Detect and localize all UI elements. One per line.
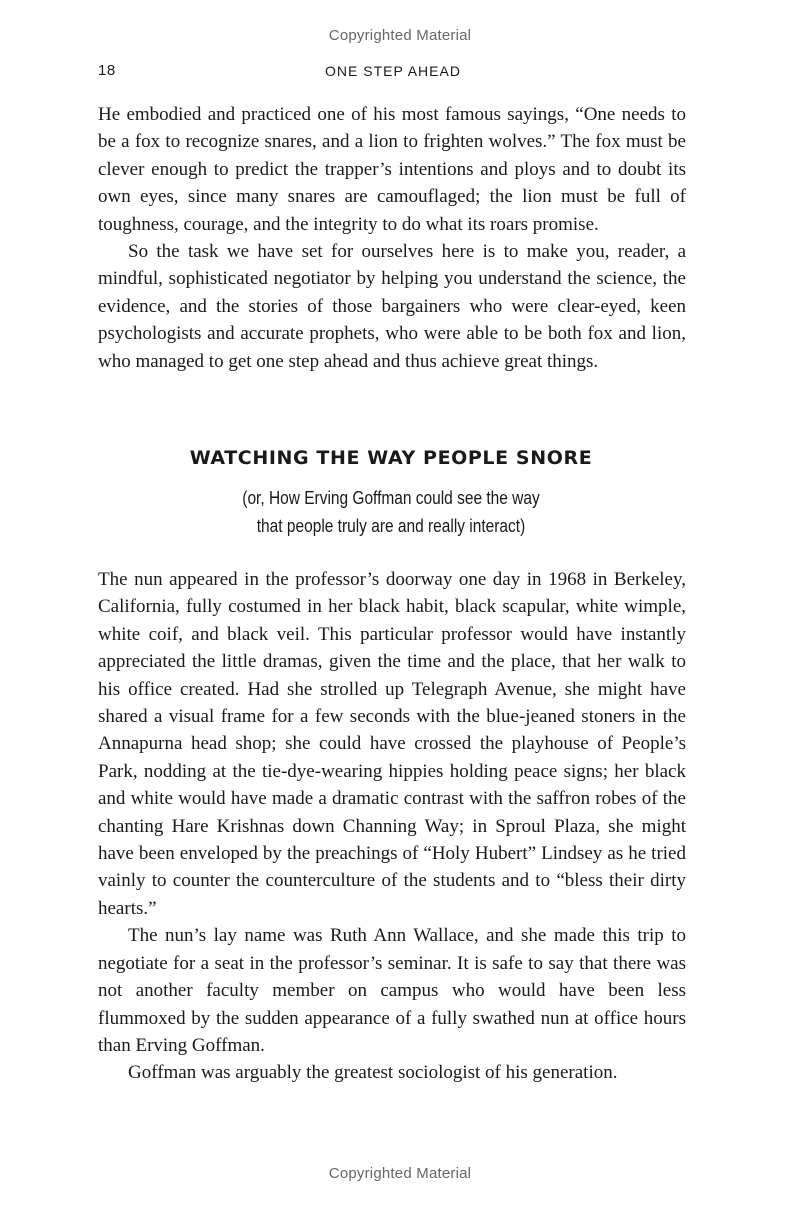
copyright-watermark-top: Copyrighted Material <box>328 27 472 44</box>
body-text-after-section <box>98 566 686 1087</box>
section-heading: WATCHING THE WAY PEOPLE SNORE <box>189 447 593 469</box>
paragraph: He embodied and practiced one of his most famous sayings, “One needs to be a fox to recognize snares, and a lion to frighten wolves.” The fox must be clever enough to predict the trapper’s intentions and ploys and to doubt its own eyes, since many snares are camouflaged; the lion must be full of toughness, courage, and the integrity to do what its roars promise. <box>98 104 686 235</box>
paragraph: The nun’s lay name was Ruth Ann Wallace, and she made this trip to negotiate for a seat in the professor’s seminar. It is safe to say that there was not another faculty member on campus who would have been less flummoxed by the sudden appearance of a fully swathed nun at office hours than Erving Goffman. <box>98 925 686 1056</box>
book-title: ONE STEP AHEAD <box>325 63 461 79</box>
page-number: 18 <box>98 62 116 79</box>
copyright-watermark-bottom: Copyrighted Material <box>328 1165 472 1182</box>
body-text-before-section <box>98 101 686 375</box>
section-subtitle-line: (or, How Erving Goffman could see the way <box>242 488 540 508</box>
section-subtitle-line: that people truly are and really interact) <box>256 516 526 536</box>
section-subtitle <box>55 484 728 540</box>
paragraph: Goffman was arguably the greatest sociologist of his generation. <box>128 1062 618 1084</box>
paragraph: The nun appeared in the professor’s doorway one day in 1968 in Berkeley, California, fully costumed in her black habit, black scapular, white wimple, white coif, and black veil. This particular professor would have instantly appreciated the little dramas, given the time and the place, that her walk to his office created. Had she strolled up Telegraph Avenue, she might have shared a visual frame for a few seconds with the blue-jeaned stoners in the Annapurna head shop; she could have crossed the playhouse of People’s Park, nodding at the tie-dye-wearing hippies holding peace signs; her black and white would have made a dramatic contrast with the saffron robes of the chanting Hare Krishnas down Channing Way; in Sproul Plaza, she might have been enveloped by the preachings of “Holy Hubert” Lindsey as he tried vainly to counter the counterculture of the students and to “bless their dirty hearts.” <box>98 569 686 919</box>
paragraph: So the task we have set for ourselves here is to make you, reader, a mindful, sophisticated negotiator by helping you understand the science, the evidence, and the stories of those bargainers who were clear-eyed, keen psychologists and accurate prophets, who were able to be both fox and lion, who managed to get one step ahead and thus achieve great things. <box>98 241 686 372</box>
running-header <box>98 62 688 82</box>
